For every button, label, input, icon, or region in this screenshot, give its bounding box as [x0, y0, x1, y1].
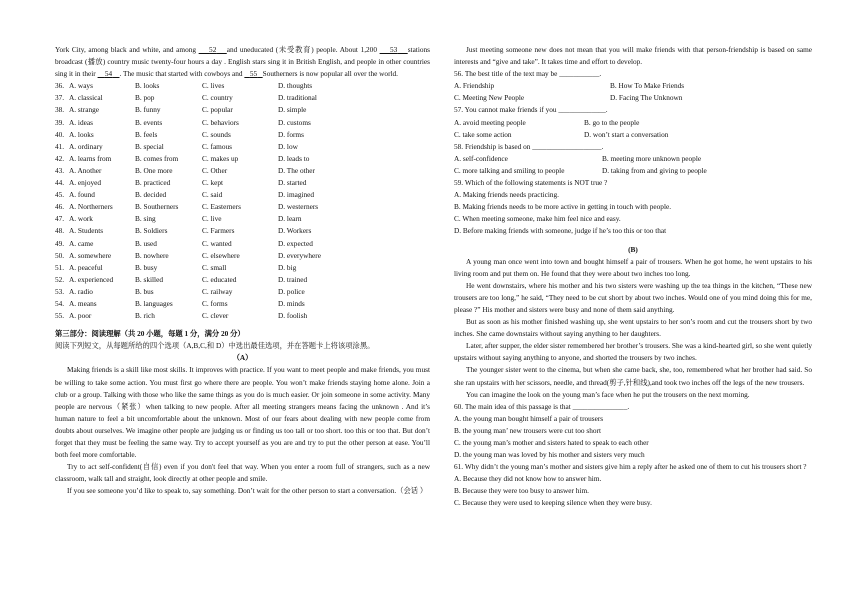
choice-row: [55, 92, 430, 104]
passage-b-paragraph: A young man once went into town and bought himself a pair of trousers. When he got home, he went upstairs to his living room and put them on. He found that they were about two inches too long.: [454, 256, 812, 278]
option-a: A. found: [69, 190, 95, 200]
option-b: B. feels: [135, 129, 158, 139]
option-a: A. classical: [69, 93, 103, 103]
choice-row: [55, 153, 430, 165]
blank-53: 53: [390, 45, 398, 54]
question-number: 53.: [55, 286, 65, 296]
option-d: D. big: [278, 262, 297, 272]
option-d: D. imagined: [278, 190, 315, 200]
option: A. Because they did not know how to answer him.: [454, 474, 602, 484]
option: C. the young man’s mother and sisters hated to speak to each other: [454, 438, 649, 447]
option-c: C. kept: [202, 178, 224, 188]
question-number: 42.: [55, 153, 65, 163]
section-heading: 第三部分：阅读理解（共 20 小题，每题 1 分，满分 20 分）: [55, 329, 245, 339]
option-a: A. strange: [69, 105, 99, 115]
question-58-options: [454, 153, 812, 165]
option: C. take some action: [454, 129, 512, 139]
question-56: 56. The best title of the text may be ___________.: [454, 69, 602, 79]
choice-row: [55, 141, 430, 153]
option-c: C. Easterners: [202, 202, 241, 212]
option-a: A. somewhere: [69, 250, 112, 260]
question-57-options: [454, 129, 812, 141]
choice-row: [55, 189, 430, 201]
option-b: B. sing: [135, 214, 156, 224]
option-d: D. simple: [278, 105, 307, 115]
option-d: D. customs: [278, 117, 311, 127]
question-number: 51.: [55, 262, 65, 272]
option-c: C. famous: [202, 141, 232, 151]
option-b: B. looks: [135, 81, 160, 91]
question-number: 39.: [55, 117, 65, 127]
question-number: 46.: [55, 202, 65, 212]
option-c: C. Farmers: [202, 226, 235, 236]
option: C. When meeting someone, make him feel nice and easy.: [454, 214, 621, 224]
choice-row: [55, 250, 430, 262]
option-a: A. radio: [69, 286, 93, 296]
passage-b-paragraph: You can imagine the look on the young man’s face when he put the trousers on the next morning.: [466, 389, 750, 399]
option-c: C. said: [202, 190, 223, 200]
option-a: A. work: [69, 214, 93, 224]
question-number: 40.: [55, 129, 65, 139]
choice-row: [55, 129, 430, 141]
question-61: 61. Why didn’t the young man’s mother and sisters give him a reply after he asked one of them to cut his trousers short ?: [454, 462, 807, 472]
option-d: D. traditional: [278, 93, 317, 103]
choice-row: [55, 165, 430, 177]
question-number: 37.: [55, 93, 65, 103]
option-a: A. came: [69, 238, 94, 248]
passage-b-paragraph: Later, after supper, the elder sister remembered her brother’s trousers. She was a kind-hearted girl, so she went quietly upstairs without saying anything to anyone, and shorted the trousers by two inches.: [454, 341, 812, 363]
option: A. the young man bought himself a pair of trousers: [454, 413, 604, 423]
passage-b-label: (B): [628, 244, 638, 254]
option-c: C. elsewhere: [202, 250, 240, 260]
choice-row: [55, 213, 430, 225]
choice-row: [55, 298, 430, 310]
passage-b-paragraph: But as soon as his mother finished washing up, she went upstairs to her son’s room and cut the trousers short by two inches. She came downstairs without saying anything to her daughters.: [454, 317, 812, 339]
option: B. go to the people: [584, 117, 640, 127]
option-c: C. makes up: [202, 153, 239, 163]
option-a: A. Another: [69, 165, 102, 175]
option-c: C. behaviors: [202, 117, 239, 127]
passage-a-paragraph: If you see someone you’d like to speak to, say something. Don’t wait for the other person to start a conversation.（会话 ）: [67, 486, 428, 496]
option-c: C. lives: [202, 81, 225, 91]
option-b: B. events: [135, 117, 163, 127]
option: D. Before making friends with someone, judge if he’s too this or too that: [454, 226, 667, 236]
option: A. self-confidence: [454, 153, 508, 163]
option-c: C. sounds: [202, 129, 231, 139]
option-a: A. Students: [69, 226, 104, 236]
option-b: B. practiced: [135, 178, 171, 188]
option-a: A. peaceful: [69, 262, 103, 272]
option-d: D. Workers: [278, 226, 312, 236]
option-c: C. small: [202, 262, 227, 272]
option-b: B. languages: [135, 298, 173, 308]
choice-row: [55, 225, 430, 237]
option: D. the young man was loved by his mother and sisters very much: [454, 450, 645, 460]
blank-54: 54: [104, 69, 113, 79]
question-58: 58. Friendship is based on ___________________.: [454, 141, 604, 151]
choice-row: [55, 104, 430, 116]
option-a: A. means: [69, 298, 97, 308]
choice-row: [55, 80, 430, 92]
option-b: B. busy: [135, 262, 158, 272]
blank-52: 52: [209, 45, 217, 54]
option-b: B. rich: [135, 311, 155, 321]
question-number: 49.: [55, 238, 65, 248]
option-b: B. special: [135, 141, 164, 151]
question-56-options: [454, 80, 812, 92]
option: B. How To Make Friends: [610, 81, 685, 91]
option: B. Making friends needs to be more active in getting in touch with people.: [454, 202, 672, 212]
section-instructions: 阅读下列短文，从每题所给的四个选项（A,B,C,和 D）中选出最佳选项，并在答题卡上将该项涂黑。: [55, 341, 375, 351]
option-b: B. Southerners: [135, 202, 179, 212]
question-number: 38.: [55, 105, 65, 115]
option-d: D. The other: [278, 165, 315, 175]
option: A. Friendship: [454, 81, 495, 91]
choice-row: [55, 177, 430, 189]
question-number: 47.: [55, 214, 65, 224]
option: C. more talking and smiling to people: [454, 165, 565, 175]
option-d: D. learn: [278, 214, 302, 224]
question-number: 43.: [55, 165, 65, 175]
option-b: B. funny: [135, 105, 161, 115]
cloze-choices: [55, 80, 430, 322]
option-b: B. used: [135, 238, 157, 248]
question-60: 60. The main idea of this passage is that _______________.: [454, 401, 630, 411]
question-number: 36.: [55, 81, 65, 91]
option-d: D. forms: [278, 129, 304, 139]
option-d: D. leads to: [278, 153, 310, 163]
question-57-options: [454, 117, 812, 129]
option-d: D. trained: [278, 274, 308, 284]
option-b: B. comes from: [135, 153, 179, 163]
option: D. Facing The Unknown: [610, 93, 683, 103]
option-d: D. police: [278, 286, 305, 296]
option-d: D. westerners: [278, 202, 319, 212]
option-a: A. enjoyed: [69, 178, 102, 188]
option-b: B. Soldiers: [135, 226, 168, 236]
passage-b-paragraph: He went downstairs, where his mother and his two sisters were washing up the tea things in the kitchen, “These new trousers are too long,” he said, “They need to be cut short by about two inches. Would one of you mind doing this for me, please ?” His mother and sisters were busy and none of them said anything.: [454, 280, 812, 314]
option-b: B. pop: [135, 93, 155, 103]
cloze-passage-end: York City, among black and white, and among 52 and uneducated (未受教育) people. About 1,200 53 stations broadcast (播放) country music twenty-four hours a day . English stars sing it in British English, and people in other countries sing it in their 54 . The music that started with cowboys and 55 Southerners is now popular all over the world.: [55, 45, 430, 79]
choice-row: [55, 117, 430, 129]
question-58-options: [454, 165, 812, 177]
question-number: 44.: [55, 178, 65, 188]
option-c: C. educated: [202, 274, 237, 284]
option-b: B. bus: [135, 286, 154, 296]
question-number: 50.: [55, 250, 65, 260]
option-c: C. forms: [202, 298, 228, 308]
option: C. Meeting New People: [454, 93, 525, 103]
choice-row: [55, 262, 430, 274]
option-d: D. started: [278, 178, 307, 188]
option-d: D. minds: [278, 298, 305, 308]
option-b: B. One more: [135, 165, 173, 175]
option-d: D. thoughts: [278, 81, 313, 91]
option-c: C. popular: [202, 105, 233, 115]
left-column: [55, 44, 430, 497]
option-d: D. foolish: [278, 311, 308, 321]
option-a: A. Northerners: [69, 202, 113, 212]
option: B. Because they were too busy to answer him.: [454, 486, 589, 496]
option: B. the young man’ new trousers were cut too short: [454, 425, 601, 435]
option-a: A. looks: [69, 129, 94, 139]
option-c: C. railway: [202, 286, 233, 296]
question-number: 52.: [55, 274, 65, 284]
question-57: 57. You cannot make friends if you _____________.: [454, 105, 608, 115]
option: D. won’t start a conversation: [584, 129, 669, 139]
option-a: A. ordinary: [69, 141, 103, 151]
blank-55: 55: [249, 69, 258, 79]
option-a: A. experienced: [69, 274, 114, 284]
choice-row: [55, 238, 430, 250]
option-d: D. expected: [278, 238, 313, 248]
passage-b-paragraph: The younger sister went to the cinema, but when she came back, she, too, remembered what her brother had said. So she ran upstairs with her scissors, needle, and thread(剪子,针和线),and took two inches off the legs of the new trousers.: [454, 365, 812, 387]
right-column: [454, 44, 812, 510]
option-a: A. poor: [69, 311, 92, 321]
option-d: D. low: [278, 141, 298, 151]
option-b: B. nowhere: [135, 250, 169, 260]
option: A. Making friends needs practicing.: [454, 190, 559, 200]
option: A. avoid meeting people: [454, 117, 526, 127]
option-b: B. skilled: [135, 274, 163, 284]
option-c: C. country: [202, 93, 233, 103]
question-number: 54.: [55, 298, 65, 308]
option-d: D. everywhere: [278, 250, 321, 260]
option: B. meeting more unknown people: [602, 153, 702, 163]
question-56-options: [454, 92, 812, 104]
option: C. Because they were used to keeping silence when they were busy.: [454, 498, 652, 508]
option-c: C. Other: [202, 165, 228, 175]
passage-a-label: （A）: [232, 353, 253, 363]
passage-a-paragraph: Just meeting someone new does not mean that you will make friends with that person-friendship is based on same interests and “give and take”. It takes time and effort to develop.: [454, 45, 812, 67]
option-a: A. ways: [69, 81, 93, 91]
passage-a-paragraph: Try to act self-confident(自信) even if you don't feel that way. When you enter a room full of strangers, such as a new classroom, walk tall and straight, look directly at other people and smile.: [55, 462, 430, 484]
choice-row: [55, 201, 430, 213]
question-number: 41.: [55, 141, 65, 151]
option-c: C. wanted: [202, 238, 232, 248]
option-c: C. clever: [202, 311, 229, 321]
option-a: A. learns from: [69, 153, 112, 163]
question-number: 48.: [55, 226, 65, 236]
option-a: A. ideas: [69, 117, 93, 127]
option-b: B. decided: [135, 190, 167, 200]
passage-a-paragraph: Making friends is a skill like most skills. It improves with practice. If you want to meet people and make friends, you must be willing to take some action. You must first go where there are people. You won’t make friends staying home alone. Join a club or a group. Talking with those who like the same things as you do is much easier. Or join someone in some activity. Many people are nervous（紧张）when talking to new people. After all meeting strangers means facing the unknown . And it’s human nature to feel a bit uncomfortable about the unknown. Most of our fears about dealing with new people come from doubts about ourselves. We imagine other people are judging us or finding us too tall or too short. too this or too that. But don’t forget that they must be feeling the same way. Try to accept yourself as you are and try to put the other person at ease. You’ll both feel more comfortable.: [55, 365, 430, 460]
choice-row: [55, 274, 430, 286]
choice-row: [55, 286, 430, 298]
question-59: 59. Which of the following statements is NOT true ?: [454, 178, 608, 188]
option: D. taking from and giving to people: [602, 165, 707, 175]
question-number: 45.: [55, 190, 65, 200]
option-c: C. live: [202, 214, 222, 224]
question-number: 55.: [55, 311, 65, 321]
choice-row: [55, 310, 430, 322]
